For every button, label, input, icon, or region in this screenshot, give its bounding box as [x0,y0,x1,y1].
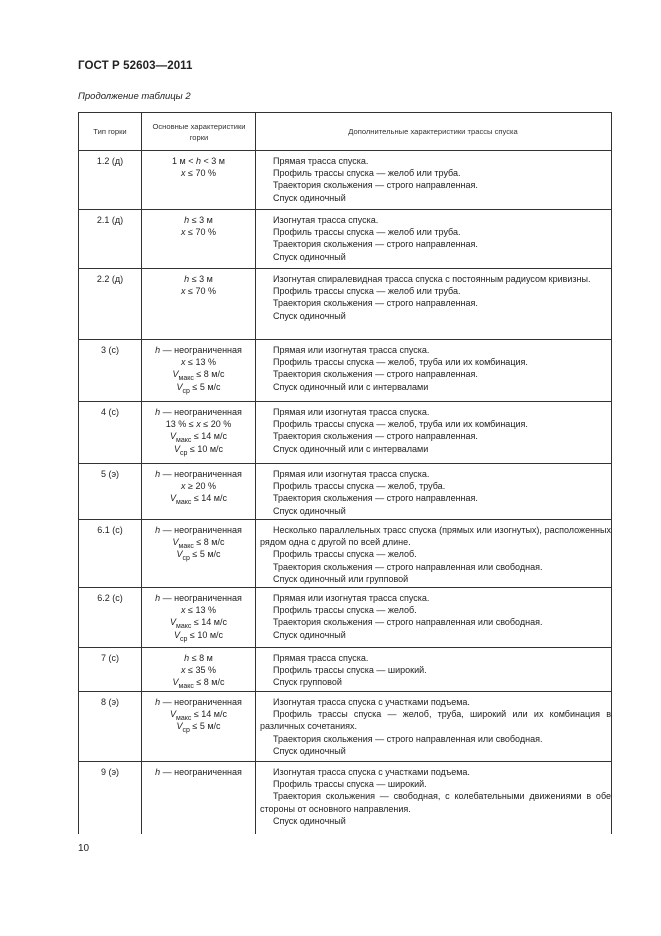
slide-type-cell: 9 (э) [100,767,120,777]
extra-characteristics-cell [260,406,611,455]
row-divider [79,587,611,588]
main-characteristic-line: x ≤ 70 % [181,286,216,297]
main-characteristic-line: x ≥ 20 % [181,481,216,492]
row-divider [79,150,611,151]
extra-characteristic-line: Профиль трассы спуска — желоб или труба. [273,168,461,179]
main-characteristic-line: $V_{макс} \le 14$ м/с [169,431,227,445]
extra-characteristic-line: Траектория скольжения — свободная, с колебательными движениями в обе стороны от основного направления. [260,791,611,814]
row-divider [79,647,611,648]
row-divider [79,339,611,340]
slide-type-cell: 6.1 (с) [97,525,123,535]
extra-characteristic-line: Профиль трассы спуска — желоб, труба или их комбинация. [273,419,528,430]
extra-characteristics-cell [260,766,611,827]
main-characteristic-line: x ≤ 13 % [181,605,216,616]
extra-characteristics-cell [260,344,611,393]
main-characteristic-line: $V_{ср} \le 5$ м/с [176,381,221,395]
row-divider [79,401,611,402]
main-characteristics-cell [141,214,256,238]
table-continuation-caption: Продолжение таблицы 2 [78,91,191,102]
extra-characteristic-line: Изогнутая спиралевидная трасса спуска с постоянным радиусом кривизны. [273,274,591,284]
extra-characteristic-line: Прямая или изогнутая трасса спуска. [273,593,430,603]
main-characteristic-line: $V_{макс} \le 14$ м/с [169,709,227,722]
extra-characteristic-line: Траектория скольжения — строго направленная или свободная. [273,561,543,572]
extra-characteristic-line: Прямая трасса спуска. [273,156,369,166]
extra-characteristic-line: Спуск одиночный [273,310,346,321]
extra-characteristic-line: Спуск одиночный или с интервалами [273,381,429,392]
extra-characteristic-line: Прямая или изогнутая трасса спуска. [273,345,430,355]
main-characteristic-line: $V_{ср} \le 10$ м/с [173,629,224,643]
main-characteristic-line: $V_{макс} \le 14$ м/с [169,493,227,507]
main-characteristic-line: $V_{макс} \le 8$ м/с [172,677,225,691]
extra-characteristic-line: Спуск одиночный [273,251,346,262]
extra-characteristic-line: Спуск одиночный [273,192,346,203]
slide-type-cell: 2.1 (д) [96,215,124,225]
main-characteristic-line: $V_{ср} \le 10$ м/с [173,443,224,457]
extra-characteristic-line: Траектория скольжения — строго направленная. [273,369,478,380]
extra-characteristics-cell [260,273,611,322]
main-characteristics-cell [141,273,256,297]
column-header-main: Основные характеристики горки [152,122,246,142]
main-characteristic-line: $V_{ср} \le 5$ м/с [176,549,221,563]
extra-characteristics-cell [260,155,611,204]
extra-characteristic-line: Траектория скольжения — строго направленная или свободная. [273,617,543,628]
main-characteristic-line: h ≤ 3 м [184,274,213,284]
main-characteristics-cell [141,652,256,689]
slide-type-cell: 5 (э) [100,469,120,479]
extra-characteristics-cell [260,652,611,689]
main-characteristics-cell [141,406,256,455]
extra-characteristic-line: Спуск одиночный или групповой [273,573,409,584]
slide-type-cell: 1.2 (д) [96,156,124,166]
slide-type-cell: 2.2 (д) [96,274,124,284]
extra-characteristics-cell [260,468,611,517]
slide-type-cell: 3 (с) [101,345,119,355]
extra-characteristic-line: Прямая трасса спуска. [273,653,369,663]
row-divider [79,209,611,210]
extra-characteristic-line: Профиль трассы спуска — желоб, труба. [273,481,446,492]
extra-characteristic-line: Спуск одиночный [273,815,346,826]
main-characteristics-cell [141,592,256,641]
main-characteristic-line: x ≤ 70 % [181,168,216,179]
extra-characteristic-line: Прямая или изогнутая трасса спуска. [273,407,430,417]
extra-characteristic-line: Спуск одиночный [273,505,346,516]
slide-type-cell: 8 (э) [100,697,120,707]
main-characteristic-line: h — неограниченная [155,697,242,707]
slide-type-cell: 4 (с) [101,407,119,417]
extra-characteristic-line: Прямая или изогнутая трасса спуска. [273,469,430,479]
main-characteristic-line: 1 м < h < 3 м [172,156,225,166]
main-characteristic-line: 13 % ≤ x ≤ 20 % [165,419,232,430]
main-characteristic-line: h — неограниченная [155,593,242,603]
slide-type-cell: 6.2 (с) [97,593,123,603]
extra-characteristic-line: Профиль трассы спуска — широкий. [273,779,427,790]
row-divider [79,519,611,520]
main-characteristic-line: $V_{макс} \le 14$ м/с [169,617,227,631]
main-characteristic-line: h — неограниченная [155,525,242,535]
page-number: 10 [78,843,90,854]
main-characteristic-line: $V_{ср} \le 5$ м/с [176,721,221,735]
main-characteristics-cell [141,468,256,505]
row-divider [79,463,611,464]
extra-characteristic-line: Траектория скольжения — строго направленная. [273,493,478,504]
extra-characteristic-line: Профиль трассы спуска — желоб или труба. [273,227,461,238]
main-characteristics-cell [141,344,256,393]
extra-characteristic-line: Профиль трассы спуска — желоб. [273,605,417,616]
extra-characteristic-line: Изогнутая трасса спуска с участками подъема. [273,767,470,777]
main-characteristic-line: h — неограниченная [155,407,242,417]
extra-characteristic-line: Несколько параллельных трасс спуска (прямых или изогнутых), расположенных рядом одна с другой по всей длине. [260,525,611,548]
main-characteristic-line: h ≤ 3 м [184,215,213,225]
extra-characteristic-line: Изогнутая трасса спуска с участками подъема. [273,697,470,707]
standard-title: ГОСТ Р 52603—2011 [78,60,193,72]
row-divider [79,761,611,762]
extra-characteristic-line: Спуск групповой [273,677,342,688]
extra-characteristic-line: Спуск одиночный или с интервалами [273,443,429,454]
extra-characteristic-line: Траектория скольжения — строго направленная или свободная. [273,733,543,744]
main-characteristic-line: $V_{макс} \le 8$ м/с [172,537,225,550]
extra-characteristic-line: Профиль трассы спуска — желоб или труба. [273,286,461,297]
main-characteristics-cell [141,155,256,179]
extra-characteristic-line: Профиль трассы спуска — широкий. [273,665,427,676]
main-characteristic-line: h — неограниченная [155,767,242,777]
main-characteristic-line: $V_{макс} \le 8$ м/с [172,369,225,383]
row-divider [79,691,611,692]
extra-characteristic-line: Профиль трассы спуска — желоб. [273,549,417,560]
extra-characteristic-line: Спуск одиночный [273,745,346,756]
main-characteristics-cell [141,766,256,778]
slides-characteristics-table [78,112,612,834]
extra-characteristic-line: Траектория скольжения — строго направленная. [273,298,478,309]
extra-characteristic-line: Изогнутая трасса спуска. [273,215,379,225]
extra-characteristic-line: Профиль трассы спуска — желоб, труба или их комбинация. [273,357,528,368]
extra-characteristic-line: Траектория скольжения — строго направленная. [273,239,478,250]
extra-characteristics-cell [260,696,611,757]
main-characteristic-line: x ≤ 13 % [181,357,216,368]
extra-characteristics-cell [260,592,611,641]
extra-characteristic-line: Траектория скольжения — строго направленная. [273,180,478,191]
main-characteristic-line: x ≤ 70 % [181,227,216,238]
row-divider [79,268,611,269]
extra-characteristics-cell [260,214,611,263]
main-characteristic-line: x ≤ 35 % [181,665,216,676]
main-characteristic-line: h — неограниченная [155,345,242,355]
main-characteristic-line: h — неограниченная [155,469,242,479]
main-characteristic-line: h ≤ 8 м [184,653,213,663]
main-characteristics-cell [141,524,256,561]
extra-characteristics-cell [260,524,611,585]
slide-type-cell: 7 (с) [101,653,119,663]
extra-characteristic-line: Спуск одиночный [273,629,346,640]
column-header-type: Тип горки [93,127,127,136]
main-characteristics-cell [141,696,256,733]
extra-characteristic-line: Траектория скольжения — строго направленная. [273,431,478,442]
column-header-extra: Дополнительные характеристики трассы спуска [348,127,518,136]
extra-characteristic-line: Профиль трассы спуска — желоб, труба, широкий или их комбинация в различных сочетаниях. [260,709,611,732]
